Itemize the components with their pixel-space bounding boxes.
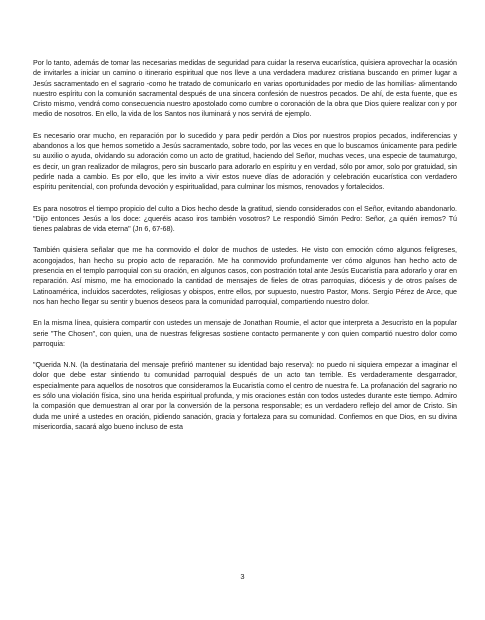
paragraph-reserva-eucaristica: Por lo tanto, además de tomar las necesarias medidas de seguridad para cuidar la reserva eucarística, quisiera aprovechar la ocasión de invitarles a iniciar un camino o itinerario espiritual que nos lleve a una verdadera madurez cristiana buscando en primer lugar a Jesús sacramentado en el sagrario -como he tratado de comunicarlo en varias oportunidades por medio de las homilías- alimentando nuestro espíritu con la comunión sacramental después de una sincera confesión de nuestros pecados. De ahí, de esta fuente, que es Cristo mismo, vendrá como consecuencia nuestro apostolado como cumbre o coronación de la obra que Dios quiere realizar con y por medio de nosotros. En ello, la vida de los Santos nos iluminará y nos servirá de ejemplo. [33,59,457,119]
document-body [33,58,457,443]
paragraph-orar-en-reparacion: Es necesario orar mucho, en reparación por lo sucedido y para pedir perdón a Dios por nuestros propios pecados, indiferencias y abandonos a los que hemos sometido a Jesús sacramentado, sobre todo, por las veces en que lo buscamos únicamente para pedirle su auxilio o ayuda, olvidando su adoración como un acto de gratitud, haciendo del Señor, muchas veces, una especie de taumaturgo, es decir, un gran realizador de milagros, pero sin buscarlo para adorarlo en espíritu y en verdad, sólo por amor, solo por gratuidad, sin pedirle nada a cambio. Es por ello, que les invito a vivir estos nueve días de adoración y celebración eucarística con verdadero espíritu penitencial, con profunda devoción y espiritualidad, para culminar los mismos, renovados y fortalecidos. [33,131,457,192]
paragraph-tiempo-propicio: Es para nosotros el tiempo propicio del culto a Dios hecho desde la gratitud, siendo considerados con el Señor, evitando abandonarlo. "Dijo entonces Jesús a los doce: ¿queréis acaso iros también vosotros? Le respondió Simón Pedro: Señor, ¿a quién iremos? Tú tienes palabras de vida eterna" (Jn 6, 67-68). [33,204,457,234]
paragraph-mensaje-jonathan-roumie: En la misma línea, quisiera compartir con ustedes un mensaje de Jonathan Roumie, el actor que interpreta a Jesucristo en la popular serie "The Chosen", con quien, una de nuestras feligresas sostiene contacto permanente y con quien compartió nuestro dolor como parroquia: [33,319,457,348]
page-number: 3 [240,572,245,581]
paragraph-cita-mensaje: "Querida N.N. (la destinataria del mensaje prefirió mantener su identidad bajo reserva): no puedo ni siquiera empezar a imaginar el dolor que debe estar sintiendo tu comunidad parroquial después de un acto tan terrible. Es verdaderamente desgarrador, especialmente para aquellos de nosotros que consideramos la Eucaristía como el centro de nuestra fe. La profanación del sagrario no es sólo una violación física, sino una herida espiritual profunda, y mis oraciones están con todos ustedes durante este tiempo. Admiro la compasión que demuestran al orar por la conversión de la persona responsable; es un verdadero reflejo del amor de Cristo. Sin duda me uniré a ustedes en oración, pidiendo sanación, gracia y fortaleza para su comunidad. Confiemos en que Dios, en su divina misericordia, sacará algo bueno incluso de esta [33,361,457,431]
paragraph-dolor-de-feligreses: También quisiera señalar que me ha conmovido el dolor de muchos de ustedes. He visto con emoción cómo algunos feligreses, acongojados, han hecho su propio acto de reparación. Me ha conmovido profundamente ver cómo algunos han hecho acto de presencia en el templo parroquial con su oración, en algunos casos, con postración total ante Jesús Eucaristía para adorarlo y orar en reparación. Así mismo, me ha emocionado la cantidad de mensajes de fieles de otras parroquias, diócesis y de otros países de Latinoamérica, incluidos sacerdotes, religiosas y obispos, entre ellos, por supuesto, nuestro Pastor, Mons. Sergio Pérez de Arce, que nos han hecho llegar su sentir y buenos deseos para la comunidad parroquial, compartiendo nuestro dolor. [33,246,457,306]
